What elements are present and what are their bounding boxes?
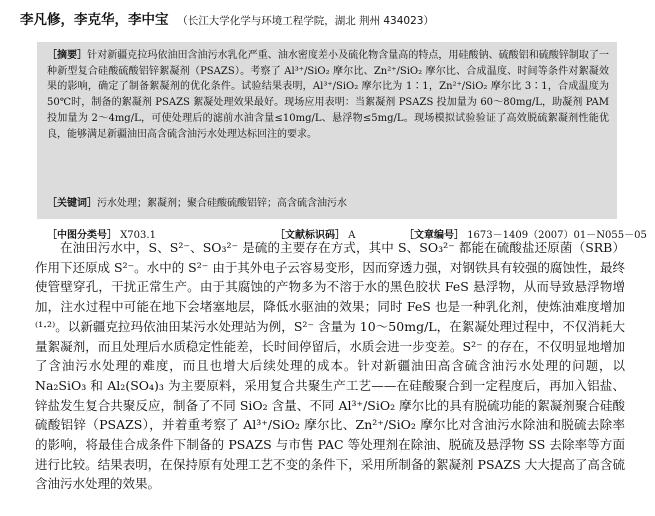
keywords-label: ［关键词］ <box>47 198 97 209</box>
authors: 李凡修，李克华，李中宝 <box>20 12 169 28</box>
keywords-text: 污水处理；絮凝剂；聚合硅酸硫酸铝锌；高含硫含油污水 <box>97 198 347 209</box>
body-paragraph: 在油田污水中，S、S²⁻、SO₃²⁻ 是硫的主要存在方式，其中 S、SO₃²⁻ 都能在硫酸盐还原菌（SRB）作用下还原成 S²⁻。水中的 S²⁻ 由于其外电子云容易变形，因而穿透力强，对钢铁具有较强的腐蚀性，最终使管壁穿孔，干扰正常生产。由于其腐蚀的产物多为不溶于水的黑色胶状 FeS 悬浮物，从而导致悬浮物增加，注水过程中可能在地下会堵塞地层，降低水驱油的效果；同时 FeS 也是一种乳化剂，使炼油难度增加⁽¹·²⁾。以新疆克拉玛依油田某污水处理站为例，S²⁻ 含量为 10～50mg/L，在絮凝处理过程中，不仅消耗大量絮凝剂，而且处理后水质稳定性能差，长时间停留后，水质会进一步变差。S²⁻ 的存在，不仅明显地增加了含油污水处理的难度，而且也增大后续处理的成本。针对新疆油田高含硫含油污水处理的问题，以 Na₂SiO₃ 和 Al₂(SO₄)₃ 为主要原料，采用复合共聚生产工艺——在硅酸聚合到一定程度后，再加入铝盐、锌盐发生复合共聚反应，制备了不同 SiO₂ 含量、不同 Al³⁺/SiO₂ 摩尔比的具有脱硫功能的絮凝剂聚合硅酸硫酸铝锌（PSAZS），并着重考察了 Al³⁺/SiO₂ 摩尔比、Zn²⁺/SiO₂ 摩尔比对含油污水除油和脱硫去除率的影响，将最佳合成条件下制备的 PSAZS 与市售 PAC 等处理剂在除油、脱硫及悬浮物 SS 去除率等方面进行比较。结果表明，在保持原有处理工艺不变的条件下，采用所制备的絮凝剂 PSAZS 大大提高了高含硫含油污水处理的效果。 <box>35 240 625 492</box>
abstract-paragraph <box>47 48 609 142</box>
doc-code-value: A <box>348 230 356 241</box>
abstract-text: 针对新疆克拉玛依油田含油污水乳化严重、油水密度差小及硫化物含量高的特点，用硅酸钠、硫酸铝和硫酸锌制取了一种新型复合硅酸硫酸铝锌絮凝剂（PSAZS）。考察了 Al³⁺/SiO₂ 摩尔比、Zn²⁺/SiO₂ 摩尔比、合成温度、时间等条件对絮凝效果的影响，确定了制备絮凝剂的优化条件。试验结果表明，Al³⁺/SiO₂ 摩尔比为 1∶1，Zn²⁺/SiO₂ 摩尔比 3∶1，合成温度为 50℃时，制备的絮凝剂 PSAZS 絮凝处理效果最好。现场应用表明：当絮凝剂 PSAZS 投加量为 60～80mg/L，助凝剂 PAM 投加量为 2～4mg/L，可使处理后的滤前水油含量≤10mg/L、悬浮物≤5mg/L。现场模拟试验验证了高效脱硫絮凝剂性能优良，能够满足新疆油田高含硫含油污水处理达标回注的要求。 <box>47 50 610 140</box>
body-text <box>35 238 625 494</box>
article-number-value: 1673－1409（2007）01－N055－05 <box>467 230 647 241</box>
abstract-label: ［摘要］ <box>47 50 88 61</box>
author-line <box>20 8 434 28</box>
doc-code-label: ［文献标识码］ <box>275 230 345 241</box>
clc-label: ［中图分类号］ <box>47 230 117 241</box>
article-number-label: ［文章编号］ <box>404 230 464 241</box>
keywords-line <box>47 194 347 209</box>
affiliation: （长江大学化学与环境工程学院，湖北 荆州 434023） <box>177 15 434 27</box>
abstract-box <box>37 42 617 219</box>
clc-value: X703.1 <box>120 230 156 241</box>
